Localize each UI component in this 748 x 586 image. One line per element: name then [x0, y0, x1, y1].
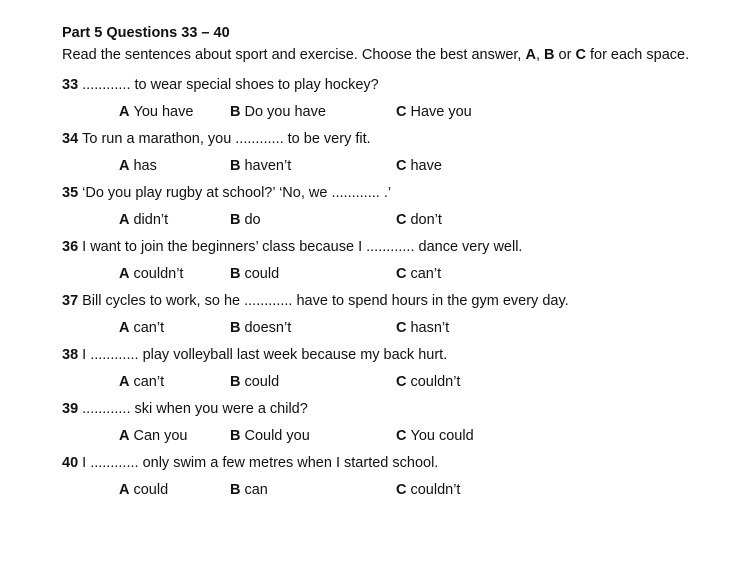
option-letter: C [396, 374, 407, 390]
instructions-text-end: for each space. [585, 47, 690, 63]
option-letter: A [119, 158, 130, 174]
option-text: couldn’t [133, 266, 184, 282]
option-a[interactable] [119, 428, 188, 444]
question-text: ‘Do you play rugby at school?’ ‘No, we ............ .’ [82, 185, 392, 201]
instructions-letter-b: B [544, 47, 555, 63]
option-text: haven’t [244, 158, 292, 174]
option-b[interactable] [230, 212, 261, 228]
options-39 [0, 428, 748, 448]
question-number: 40 [62, 455, 79, 471]
option-letter: B [230, 212, 241, 228]
option-letter: B [230, 158, 241, 174]
instructions-text: Read the sentences about sport and exercise. Choose the best answer, [62, 47, 526, 63]
option-b[interactable] [230, 428, 310, 444]
option-letter: C [396, 266, 407, 282]
option-letter: C [396, 212, 407, 228]
option-text: Could you [244, 428, 310, 444]
option-a[interactable] [119, 374, 164, 390]
option-letter: A [119, 212, 130, 228]
options-35 [0, 212, 748, 232]
instructions-sep1: , [535, 47, 545, 63]
option-b[interactable] [230, 482, 268, 498]
question-number: 36 [62, 239, 79, 255]
option-letter: B [230, 320, 241, 336]
option-letter: C [396, 320, 407, 336]
option-text: has [133, 158, 157, 174]
option-b[interactable] [230, 158, 291, 174]
option-text: couldn’t [410, 374, 461, 390]
question-text: I want to join the beginners’ class because I ............ dance very well. [82, 239, 523, 255]
option-text: hasn’t [410, 320, 450, 336]
option-c[interactable] [396, 104, 472, 120]
option-letter: A [119, 374, 130, 390]
instructions-sep2: or [554, 47, 576, 63]
option-text: couldn’t [410, 482, 461, 498]
option-letter: A [119, 320, 130, 336]
option-b[interactable] [230, 374, 279, 390]
option-text: doesn’t [244, 320, 292, 336]
option-letter: A [119, 104, 130, 120]
option-text: can’t [133, 320, 165, 336]
question-36 [62, 239, 522, 255]
options-34 [0, 158, 748, 178]
options-38 [0, 374, 748, 394]
option-c[interactable] [396, 428, 474, 444]
option-b[interactable] [230, 104, 326, 120]
question-number: 37 [62, 293, 79, 309]
option-text: could [244, 266, 280, 282]
question-34 [62, 131, 371, 147]
option-a[interactable] [119, 266, 183, 282]
question-text: I ............ only swim a few metres when I started school. [82, 455, 439, 471]
instructions [62, 47, 689, 63]
option-letter: C [396, 104, 407, 120]
option-text: You have [133, 104, 194, 120]
question-number: 35 [62, 185, 79, 201]
option-letter: C [396, 428, 407, 444]
option-letter: A [119, 428, 130, 444]
options-40 [0, 482, 748, 502]
question-text: ............ ski when you were a child? [82, 401, 308, 417]
option-b[interactable] [230, 266, 279, 282]
option-c[interactable] [396, 266, 441, 282]
option-letter: B [230, 428, 241, 444]
option-letter: B [230, 482, 241, 498]
option-c[interactable] [396, 212, 442, 228]
option-letter: C [396, 158, 407, 174]
options-37 [0, 320, 748, 340]
option-letter: C [396, 482, 407, 498]
option-text: can’t [410, 266, 442, 282]
options-33 [0, 104, 748, 124]
option-c[interactable] [396, 374, 460, 390]
option-letter: A [119, 482, 130, 498]
question-number: 39 [62, 401, 79, 417]
option-a[interactable] [119, 212, 168, 228]
options-36 [0, 266, 748, 286]
question-39 [62, 401, 308, 417]
option-text: Can you [133, 428, 188, 444]
option-text: Have you [410, 104, 472, 120]
question-text: Bill cycles to work, so he ............ have to spend hours in the gym every day. [82, 293, 569, 309]
question-number: 34 [62, 131, 79, 147]
instructions-letter-a: A [525, 47, 536, 63]
question-40 [62, 455, 438, 471]
option-text: do [244, 212, 261, 228]
question-number: 33 [62, 77, 79, 93]
option-c[interactable] [396, 482, 460, 498]
question-38 [62, 347, 447, 363]
option-text: could [244, 374, 280, 390]
question-35 [62, 185, 391, 201]
option-b[interactable] [230, 320, 291, 336]
option-c[interactable] [396, 158, 442, 174]
option-letter: A [119, 266, 130, 282]
question-text: I ............ play volleyball last week because my back hurt. [82, 347, 448, 363]
instructions-letter-c: C [575, 47, 586, 63]
option-a[interactable] [119, 104, 193, 120]
option-c[interactable] [396, 320, 449, 336]
option-letter: B [230, 374, 241, 390]
option-a[interactable] [119, 320, 164, 336]
question-text: ............ to wear special shoes to play hockey? [82, 77, 379, 93]
question-text: To run a marathon, you ............ to be very fit. [82, 131, 371, 147]
option-letter: B [230, 266, 241, 282]
option-text: can’t [133, 374, 165, 390]
question-37 [62, 293, 569, 309]
option-a[interactable] [119, 482, 168, 498]
option-text: Do you have [244, 104, 326, 120]
page-title: Part 5 Questions 33 – 40 [62, 25, 230, 41]
option-letter: B [230, 104, 241, 120]
option-a[interactable] [119, 158, 157, 174]
option-text: You could [410, 428, 474, 444]
option-text: can [244, 482, 268, 498]
option-text: could [133, 482, 169, 498]
question-number: 38 [62, 347, 79, 363]
option-text: didn’t [133, 212, 169, 228]
option-text: have [410, 158, 442, 174]
question-33 [62, 77, 379, 93]
option-text: don’t [410, 212, 442, 228]
